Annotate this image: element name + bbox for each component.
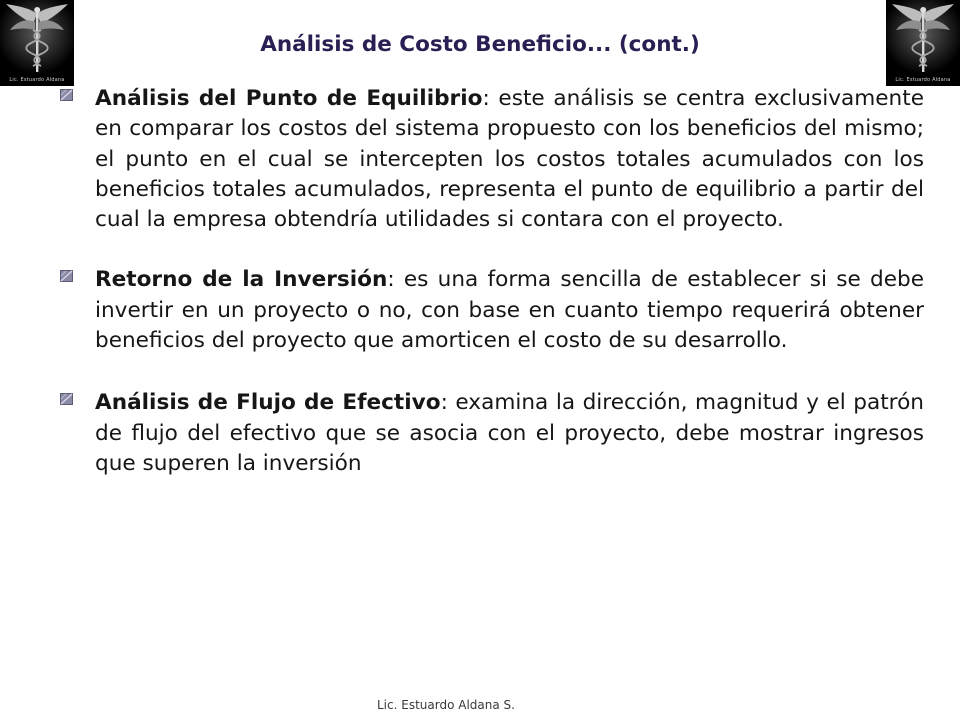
- bullet-description: : este análisis se centra exclusivamente en comparar los costos del sistema propuesto con los beneficios del mismo; el punto en el cual se intercepten los costos totales acumulados con los beneficios totales acumulados, representa el punto de equilibrio a partir del cual la empresa obtendría utilidades si contara con el proyecto.: [95, 86, 924, 233]
- bullet-icon: [60, 270, 73, 282]
- bullet-term: Retorno de la Inversión: [95, 267, 388, 293]
- slide-footer: Lic. Estuardo Aldana S.: [377, 698, 515, 712]
- logo-right: [886, 0, 960, 86]
- caduceus-icon: [886, 0, 960, 74]
- logo-caption: Lic. Estuardo Aldana: [9, 77, 65, 83]
- bullet-term: Análisis de Flujo de Efectivo: [95, 390, 441, 416]
- bullet-text: [95, 388, 924, 479]
- bullet-text: [95, 265, 924, 356]
- caduceus-icon: [0, 0, 74, 74]
- bullet-text: [95, 84, 924, 235]
- bullet-description: : es una forma sencilla de establecer si se debe invertir en un proyecto o no, con base en cuanto tiempo requerirá obtener beneficios del proyecto que amorticen el costo de su desarrollo.: [95, 267, 924, 354]
- slide-title: Análisis de Costo Beneficio... (cont.): [260, 32, 700, 57]
- logo-caption: Lic. Estuardo Aldana: [895, 77, 951, 83]
- bullet-description: : examina la dirección, magnitud y el patrón de flujo del efectivo que se asocia con el proyecto, debe mostrar ingresos que superen la inversión: [95, 390, 924, 476]
- bullet-item: [60, 388, 924, 479]
- logo-left: [0, 0, 74, 86]
- bullet-term: Análisis del Punto de Equilibrio: [95, 86, 483, 111]
- bullet-item: [60, 265, 924, 356]
- bullet-list: [60, 84, 924, 509]
- bullet-icon: [60, 89, 73, 101]
- bullet-item: [60, 84, 924, 235]
- bullet-icon: [60, 393, 73, 405]
